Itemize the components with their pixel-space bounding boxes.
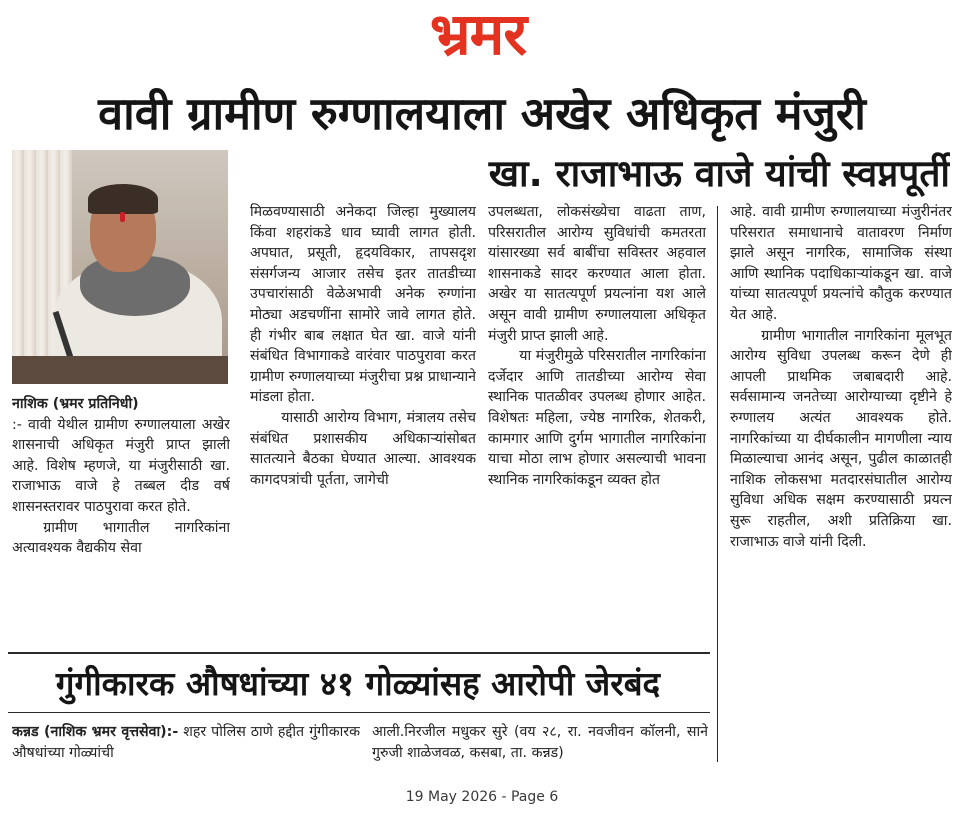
article-subheadline: खा. राजाभाऊ वाजे यांची स्वप्नपूर्ती	[488, 152, 950, 195]
masthead-logo: भ्रमर	[429, 0, 527, 68]
paragraph: ग्रामीण भागातील नागरिकांना मूलभूत आरोग्य सुविधा उपलब्ध करून देणे ही आपली प्राथमिक जबाबदारी आहे. सर्वसामान्य जनतेच्या आरोग्याच्या दृष्टीने हे रुग्णालय अत्यंत आवश्यक होते. नागरिकांच्या या दीर्घकालीन मागणीला न्याय मिळाल्याचा आनंद असून, पुढील काळातही नाशिक लोकसभा मतदारसंघातील आरोग्य सुविधा अधिक सक्षम करण्यासाठी प्रयत्न सुरू राहतील, अशी प्रतिक्रिया खा. राजाभाऊ वाजे यांनी दिली.	[730, 327, 952, 550]
dateline-text: नाशिक (भ्रमर प्रतिनिधी)	[12, 396, 139, 412]
article-headline: वावी ग्रामीण रुग्णालयाला अखेर अधिकृत मंजुरी	[98, 87, 866, 140]
dateline	[12, 394, 230, 415]
paragraph: आहे. वावी ग्रामीण रुग्णालयाच्या मंजुरीनंतर परिसरात समाधानाचे वातावरण निर्माण झाले असून नागरिक, सामाजिक संस्था आणि स्थानिक पदाधिकाऱ्यांकडून खा. वाजे यांच्या सातत्यपूर्ण प्रयत्नांचे कौतुक करण्यात येत आहे.	[730, 204, 952, 323]
article2-dateline: कन्नड (नाशिक भ्रमर वृत्तसेवा):-	[12, 724, 179, 740]
photo-desk	[12, 356, 228, 384]
article2-text: शहर पोलिस ठाणे हद्दीत गुंगीकारक औषधांच्या गोळ्यांची	[12, 724, 360, 761]
paragraph: यासाठी आरोग्य विभाग, मंत्रालय तसेच संबंधित प्रशासकीय अधिकाऱ्यांसोबत सातत्याने बैठका घेण्यात आल्या. आवश्यक कागदपत्रांची पूर्तता, जागेची	[250, 409, 476, 488]
article2-column-2	[372, 722, 708, 768]
page-footer: 19 May 2026 - Page 6	[405, 789, 559, 805]
paragraph	[12, 722, 360, 763]
paragraph: मिळवण्यासाठी अनेकदा जिल्हा मुख्यालय किंवा शहरांकडे धाव घ्यावी लागत होती. अपघात, प्रसूती, हृदयविकार, तापसदृश संसर्गजन्य आजार तसेच इतर तातडीच्या उपचारांसाठी वेळेअभावी अनेक रुग्णांना मोठ्या अडचणींना सामोरे जावे लागत होते. ही गंभीर बाब लक्षात घेत खा. वाजे यांनी संबंधित विभागाकडे वारंवार पाठपुरावा करत ग्रामीण रुग्णालयाच्या मंजुरीचा प्रश्न प्राधान्याने मांडला होता.	[250, 204, 476, 406]
photo-hair	[88, 184, 158, 214]
article2-column-1	[12, 722, 360, 768]
section-divider	[8, 652, 710, 654]
article-column-1	[12, 394, 230, 644]
section-divider	[8, 712, 710, 713]
paragraph: या मंजुरीमुळे परिसरातील नागरिकांना दर्जेदार आणि तातडीच्या आरोग्य सेवा स्थानिक पातळीवर उपलब्ध होणार आहेत. विशेषतः महिला, ज्येष्ठ नागरिक, शेतकरी, कामगार आणि दुर्गम भागातील नागरिकांना याचा मोठा लाभ होणार असल्याची भावना स्थानिक नागरिकांकडून व्यक्त होत	[488, 348, 706, 488]
paragraph: आली.निरजील मधुकर सुरे (वय २८, रा. नवजीवन कॉलनी, साने गुरुजी शाळेजवळ, कसबा, ता. कन्नड)	[372, 724, 708, 761]
article-column-3	[488, 202, 706, 644]
column-divider	[717, 206, 718, 762]
paragraph: उपलब्धता, लोकसंख्येचा वाढता ताण, परिसरातील आरोग्य सुविधांची कमतरता यांसारख्या सर्व बाबींचा सविस्तर अहवाल शासनाकडे सादर करण्यात आला होता. अखेर या सातत्यपूर्ण प्रयत्नांना यश आले असून वावी ग्रामीण रुग्णालयाला अधिकृत मंजुरी प्राप्त झाली आहे.	[488, 204, 706, 344]
photo-tilak	[120, 212, 125, 222]
paragraph: ग्रामीण भागातील नागरिकांना अत्यावश्यक वैद्यकीय सेवा	[12, 519, 230, 557]
article-column-4	[730, 202, 952, 762]
article-column-2	[250, 202, 476, 644]
paragraph: :- वावी येथील ग्रामीण रुग्णालयाला अखेर शासनाची अधिकृत मंजुरी प्राप्त झाली आहे. विशेष म्हणजे, या मंजुरीसाठी खा. राजाभाऊ वाजे हे तब्बल दीड वर्ष शासनस्तरावर पाठपुरावा करत होते.	[12, 416, 230, 515]
article2-headline: गुंगीकारक औषधांच्या ४१ गोळ्यांसह आरोपी जेरबंद	[55, 664, 661, 703]
person-photo	[12, 150, 228, 384]
